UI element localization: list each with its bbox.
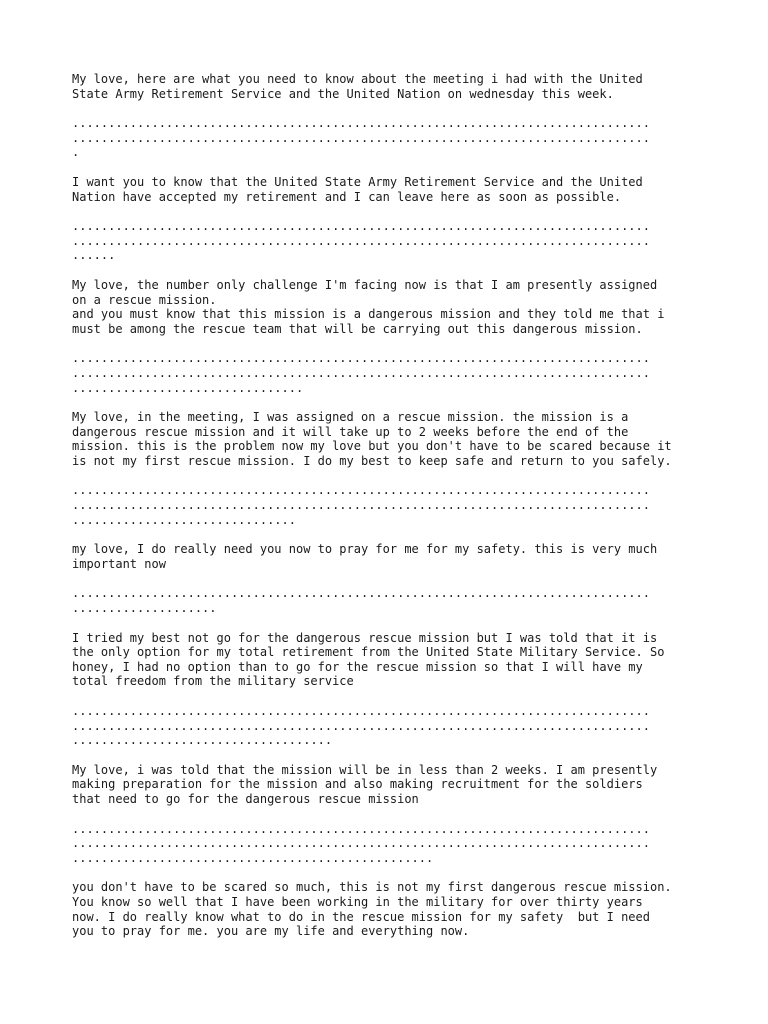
dotted-separator: ................................................................................ ................................................................................ .................................... bbox=[72, 704, 650, 748]
dotted-separator: ................................................................................ ................................................................................ ............................... bbox=[72, 483, 650, 527]
paragraph-mission-timing: My love, i was told that the mission will be in less than 2 weeks. I am presently making preparation for the mission and also making recruitment for the soldiers that need to go for the dangerous rescue mission bbox=[72, 762, 658, 806]
paragraph-assigned-mission: My love, in the meeting, I was assigned on a rescue mission. the mission is a dangerous rescue mission and it will take up to 2 weeks before the end of the mission. this is the problem now my love but you don't have to be scared because it is not my first rescue mission. I do my best to keep safe and return to you safely. bbox=[72, 410, 672, 468]
paragraph-meeting-intro: My love, here are what you need to know about the meeting i had with the United State Army Retirement Service and the United Nation on wednesday this week. bbox=[72, 72, 643, 101]
dotted-separator: ................................................................................ ................................................................................ ................................ bbox=[72, 351, 650, 395]
document-page bbox=[72, 72, 702, 954]
paragraph-retirement-accepted: I want you to know that the United State Army Retirement Service and the United Nation have accepted my retirement and I can leave here as soon as possible. bbox=[72, 174, 643, 204]
paragraph-no-option: I tried my best not go for the dangerous rescue mission but I was told that it is the only option for my total retirement from the United State Military Service. So honey, I had no option than to go for the rescue mission so that I will have my total freedom from the military service bbox=[72, 630, 665, 689]
dotted-separator: ................................................................................ ................................................................................ ...... bbox=[72, 219, 650, 263]
dotted-separator: ................................................................................ .................... bbox=[72, 586, 650, 616]
dotted-separator: ................................................................................ ................................................................................ .................................................. bbox=[72, 821, 650, 865]
dotted-separator: ................................................................................ ................................................................................ . bbox=[72, 116, 650, 160]
paragraph-pray-request: my love, I do really need you now to pray for me for my safety. this is very much important now bbox=[72, 542, 658, 571]
paragraph-closing: you don't have to be scared so much, this is not my first dangerous rescue mission. You know so well that I have been working in the military for over thirty years now. I do really know what to do in the rescue mission for my safety but I need you to pray for me. you are my life and everything now. bbox=[72, 880, 672, 939]
paragraph-challenge: My love, the number only challenge I'm facing now is that I am presently assigned on a rescue mission. and you must know that this mission is a dangerous mission and they told me that i must be among the rescue team that will be carrying out this dangerous mission. bbox=[72, 277, 665, 336]
